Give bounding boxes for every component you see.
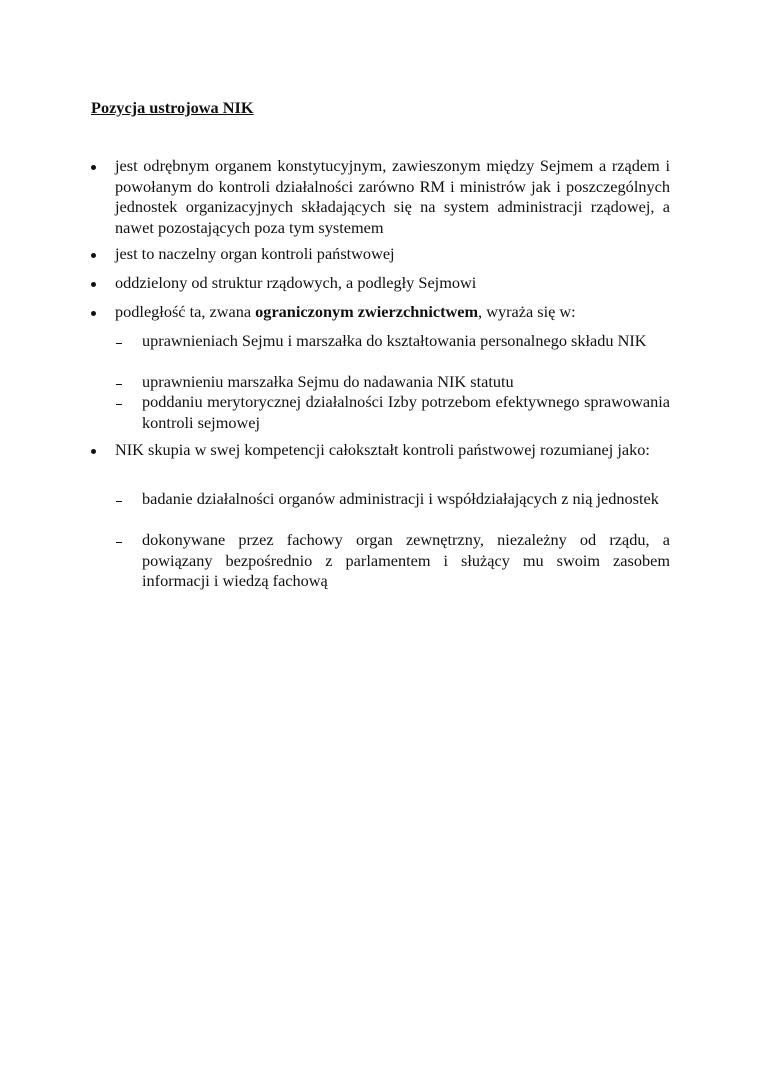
page-title: Pozycja ustrojowa NIK bbox=[91, 98, 254, 117]
sub-list-item-text: uprawnieniu marszałka Sejmu do nadawania NIK statutu bbox=[142, 372, 514, 391]
text-segment: podległość ta, zwana bbox=[115, 302, 256, 321]
sub-list-item-text: poddaniu merytorycznej działalności Izby potrzebom efektywnego sprawowania kontroli sejmowej bbox=[142, 392, 670, 432]
sub-list-item-text: dokonywane przez fachowy organ zewnętrzny, niezależny od rządu, a powiązany bezpośrednio z parlamentem i służący mu swoim zasobem informacji i wiedzą fachową bbox=[142, 530, 670, 590]
bold-term: ograniczonym zwierzchnictwem bbox=[255, 302, 479, 321]
list-item-text bbox=[115, 302, 670, 323]
sub-list-item-text: uprawnieniach Sejmu i marszałka do kształtowania personalnego składu NIK bbox=[142, 331, 647, 350]
list-item-text: NIK skupia w swej kompetencji całokształt kontroli państwowej rozumianej jako: bbox=[115, 440, 650, 459]
list-item-text: jest to naczelny organ kontroli państwowej bbox=[115, 244, 395, 263]
text-segment: , wyraża się w: bbox=[478, 302, 576, 321]
list-item-text: oddzielony od struktur rządowych, a podległy Sejmowi bbox=[115, 273, 477, 292]
list-item-text: jest odrębnym organem konstytucyjnym, zawieszonym między Sejmem a rządem i powołanym do kontroli działalności zarówno RM i ministrów jak i poszczególnych jednostek organizacyjnych składających się na system administracji rządowej, a nawet pozostających poza tym systemem bbox=[115, 156, 670, 237]
sub-list-item-text: badanie działalności organów administracji i współdziałających z nią jednostek bbox=[142, 489, 659, 508]
